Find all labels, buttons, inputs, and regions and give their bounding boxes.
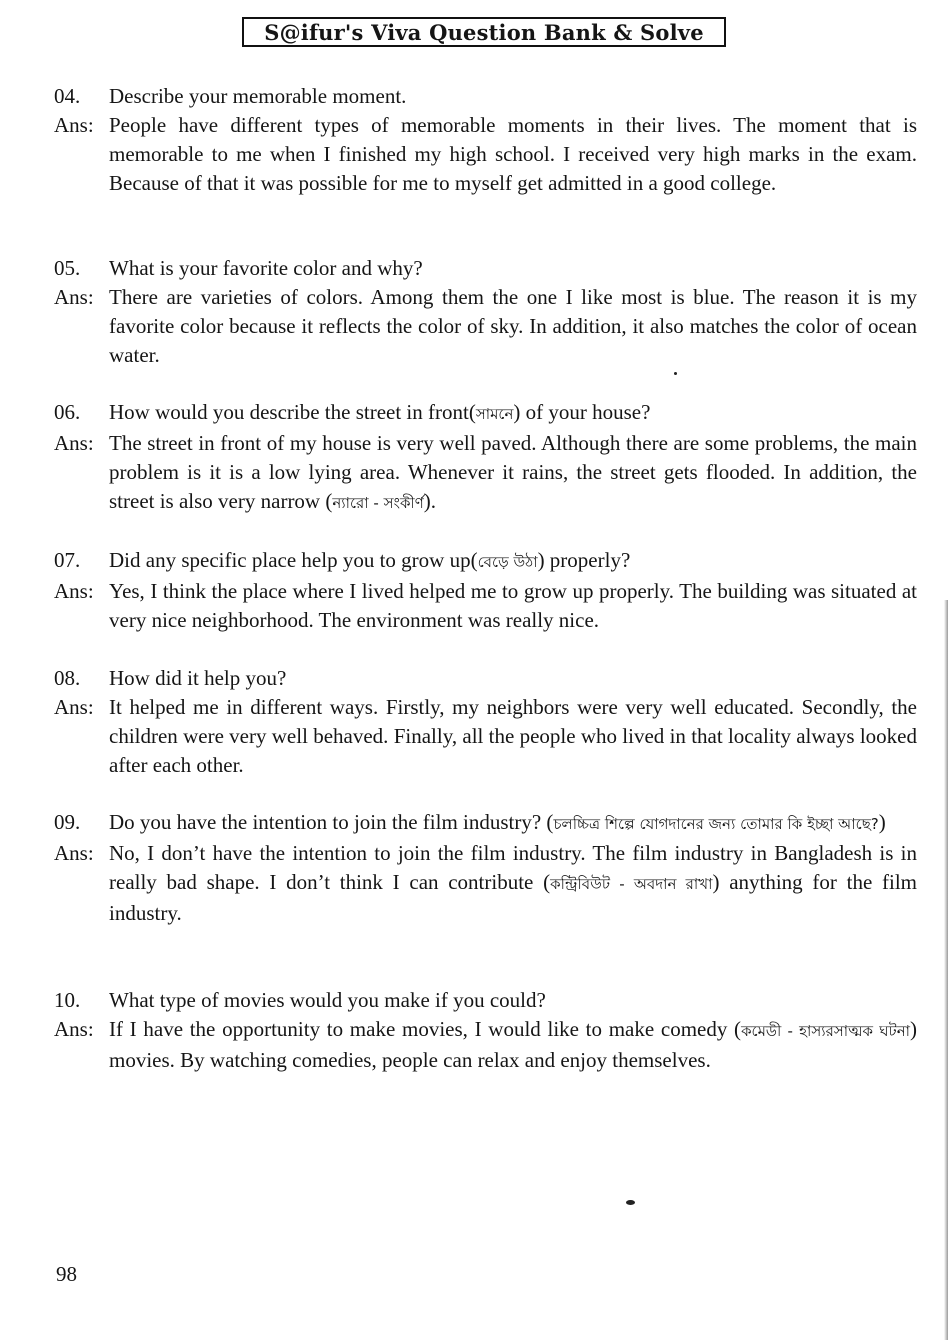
answer-label: Ans: bbox=[54, 285, 94, 309]
question-row bbox=[0, 986, 948, 1015]
answer-row bbox=[0, 1015, 948, 1075]
qa-item-05 bbox=[0, 254, 948, 370]
question-text bbox=[109, 546, 917, 577]
question-text-part: ) properly? bbox=[537, 548, 631, 572]
scan-page-edge bbox=[944, 600, 948, 1340]
question-row bbox=[0, 82, 948, 111]
answer-row bbox=[0, 839, 948, 928]
question-text-part: ) of your house? bbox=[513, 400, 651, 424]
answer-row bbox=[0, 111, 948, 198]
question-row bbox=[0, 398, 948, 429]
answer-row bbox=[0, 429, 948, 518]
scan-speck bbox=[674, 372, 677, 375]
answer-text-part: ) anything for the film industry. bbox=[109, 870, 917, 925]
answer-text-part: The street in front of my house is very well paved. Although there are some problems, the main problem is it is a low lying area. Whenever it rains, the street gets flooded. In addition, the street is also very narrow ( bbox=[109, 431, 917, 513]
answer-text-part: If I have the opportunity to make movies, I would like to make comedy ( bbox=[109, 1017, 742, 1041]
question-text: What type of movies would you make if you could? bbox=[109, 988, 546, 1012]
question-row bbox=[0, 254, 948, 283]
question-text: What is your favorite color and why? bbox=[109, 256, 423, 280]
qa-item-10 bbox=[0, 986, 948, 1075]
answer-text bbox=[109, 839, 917, 928]
bengali-gloss: ন্যারো - সংকীর্ণ bbox=[332, 494, 424, 512]
answer-label: Ans: bbox=[54, 113, 94, 137]
question-text-part: Did any specific place help you to grow up( bbox=[109, 548, 478, 572]
answer-label: Ans: bbox=[54, 431, 94, 455]
qa-item-06 bbox=[0, 398, 948, 518]
answer-label: Ans: bbox=[54, 579, 94, 603]
bengali-gloss: কমেডী - হাস্যরসাত্মক ঘটনা bbox=[741, 1022, 910, 1040]
answer-text: There are varieties of colors. Among them the one I like most is blue. The reason it is my favorite color because it reflects the color of sky. In addition, it also matches the color of ocean water. bbox=[109, 285, 917, 367]
question-text-part: Do you have the intention to join the film industry? ( bbox=[109, 810, 554, 834]
answer-text-part: ). bbox=[423, 489, 437, 513]
answer-text: Yes, I think the place where I lived helped me to grow up properly. The building was situated at very nice neighborhood. The environment was really nice. bbox=[109, 579, 917, 632]
question-number: 05. bbox=[54, 256, 81, 280]
question-text: Describe your memorable moment. bbox=[109, 84, 407, 108]
question-row bbox=[0, 664, 948, 693]
question-text bbox=[109, 808, 917, 839]
page-number: 98 bbox=[56, 1262, 77, 1286]
answer-text: People have different types of memorable moments in their lives. The moment that is memorable to me when I finished my high school. I received very high marks in the exam. Because of that it was possible for me to myself get admitted in a good college. bbox=[109, 113, 917, 195]
question-number: 08. bbox=[54, 666, 81, 690]
answer-row bbox=[0, 283, 948, 370]
question-text: How did it help you? bbox=[109, 666, 287, 690]
scan-speck bbox=[626, 1200, 635, 1205]
question-text-part: How would you describe the street in front( bbox=[109, 400, 476, 424]
question-number: 10. bbox=[54, 988, 81, 1012]
answer-text-part: ) movies. By watching comedies, people can relax and enjoy themselves. bbox=[109, 1017, 917, 1072]
bengali-gloss: চলচ্চিত্র শিল্পে যোগদানের জন্য তোমার কি ইচ্ছা আছে? bbox=[553, 815, 879, 833]
question-text bbox=[109, 398, 917, 429]
answer-row bbox=[0, 577, 948, 635]
question-row bbox=[0, 546, 948, 577]
answer-text: It helped me in different ways. Firstly, my neighbors were very well educated. Secondly, the children were very well behaved. Finally, all the people who lived in that locality always looked after each other. bbox=[109, 695, 917, 777]
qa-item-08 bbox=[0, 664, 948, 780]
answer-text bbox=[109, 429, 917, 518]
answer-row bbox=[0, 693, 948, 780]
answer-text-part: No, I don’t have the intention to join the film industry. The film industry in Bangladesh is in really bad shape. I don’t think I can contribute ( bbox=[109, 841, 917, 894]
page-header-box bbox=[242, 17, 726, 47]
answer-label: Ans: bbox=[54, 841, 94, 865]
question-row bbox=[0, 808, 948, 839]
qa-item-04 bbox=[0, 82, 948, 198]
bengali-gloss: সামনে bbox=[475, 405, 514, 423]
answer-label: Ans: bbox=[54, 1017, 94, 1041]
qa-item-07 bbox=[0, 546, 948, 635]
page-header-title: S@ifur's Viva Question Bank & Solve bbox=[264, 19, 704, 45]
bengali-gloss: বেড়ে উঠা bbox=[477, 553, 538, 571]
question-number: 06. bbox=[54, 400, 81, 424]
answer-text bbox=[109, 1015, 917, 1075]
answer-label: Ans: bbox=[54, 695, 94, 719]
question-text-part: ) bbox=[878, 810, 886, 834]
question-number: 09. bbox=[54, 810, 81, 834]
question-number: 04. bbox=[54, 84, 81, 108]
question-number: 07. bbox=[54, 548, 81, 572]
qa-item-09 bbox=[0, 808, 948, 928]
bengali-gloss: কন্ট্রিবিউট - অবদান রাখা bbox=[550, 875, 713, 893]
